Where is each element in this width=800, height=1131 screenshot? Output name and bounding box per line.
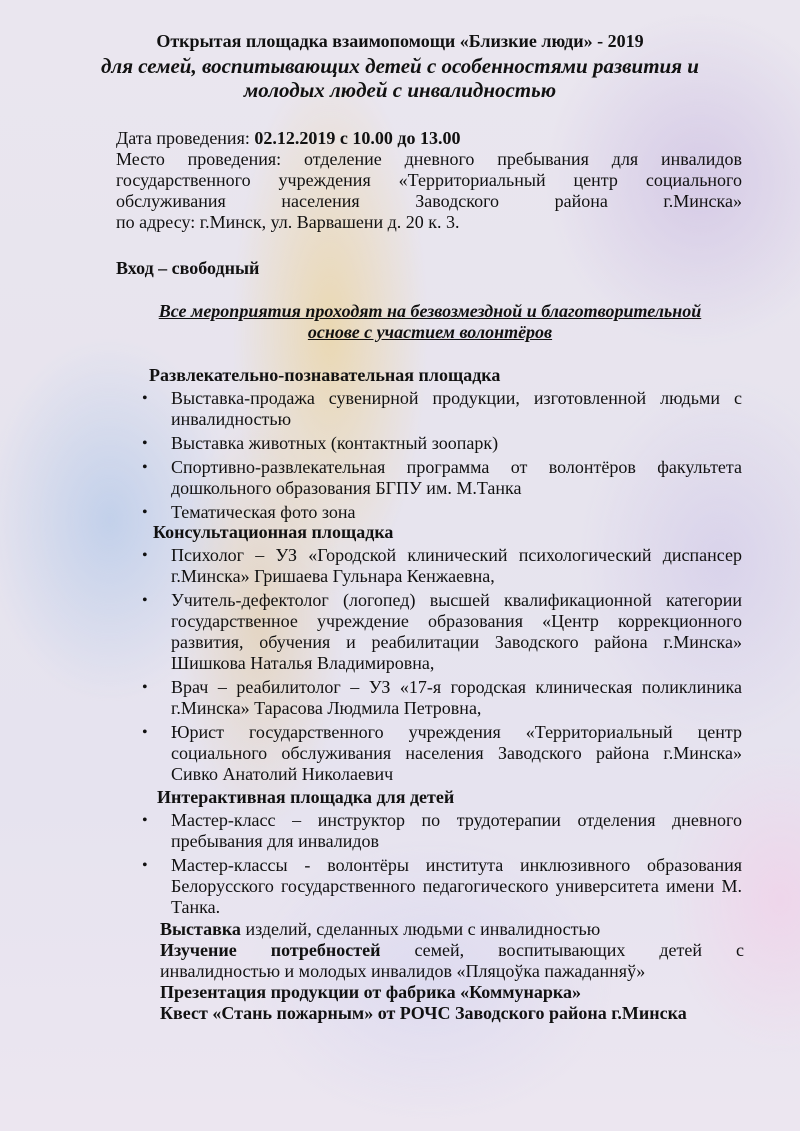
list-item: • Учитель-дефектолог (логопед) высшей квалификационной категории государственное учреждение образования «Центр коррекционного развития, обучения и реабилитации Заводского района г.Минска» Шишкова Наталья Владимировна, <box>142 590 742 673</box>
volunteer-notice <box>0 301 800 343</box>
event-info <box>116 128 742 233</box>
study-line-2: инвалидностью и молодых инвалидов «Пляцоўка пажаданняў» <box>160 961 646 981</box>
date-row <box>116 128 742 149</box>
bullet-icon: • <box>142 435 148 452</box>
place-line: государственного учреждения «Территориальный центр социального <box>116 170 742 190</box>
bullet-icon: • <box>142 504 148 521</box>
list-item: • Тематическая фото зона <box>142 502 356 522</box>
bullet-icon: • <box>142 459 148 476</box>
address-line: по адресу: г.Минск, ул. Варвашени д. 20 к. 3. <box>116 212 460 232</box>
date-label: Дата проведения: <box>116 128 255 148</box>
section-heading-interactive: Интерактивная площадка для детей <box>157 787 455 807</box>
list-item: • Мастер-класс – инструктор по трудотерапии отделения дневного пребывания для инвалидов <box>142 810 742 851</box>
list-item: • Врач – реабилитолог – УЗ «17-я городская клиническая поликлиника г.Минска» Тарасова Людмила Петровна, <box>142 677 742 718</box>
list-item: • Выставка животных (контактный зоопарк) <box>142 433 499 453</box>
bullet-icon: • <box>142 724 148 741</box>
extras-block <box>160 919 744 1024</box>
notice-line: основе с участием волонтёров <box>307 322 553 342</box>
list-item: • Психолог – УЗ «Городской клинический психологический диспансер г.Минска» Гришаева Гульнара Кенжаевна, <box>142 545 742 586</box>
notice-line: Все мероприятия проходят на безвозмездной и благотворительной <box>158 301 702 321</box>
bullet-icon: • <box>142 547 148 564</box>
exhibition-line: Выставка изделий, сделанных людьми с инвалидностью <box>160 919 601 939</box>
subtitle-line: для семей, воспитывающих детей с особенностями развития и <box>101 54 699 78</box>
interactive-list <box>142 810 742 921</box>
list-item: • Юрист государственного учреждения «Территориальный центр социального обслуживания населения Заводского района г.Минска» Сивко Анатолий Николаевич <box>142 722 742 784</box>
date-value: 02.12.2019 с 10.00 до 13.00 <box>254 128 461 148</box>
bullet-icon: • <box>142 592 148 609</box>
entertainment-list <box>142 388 742 526</box>
section-heading-entertainment: Развлекательно-познавательная площадка <box>149 365 501 385</box>
consultation-list <box>142 545 742 788</box>
quest-line: Квест «Стань пожарным» от РОЧС Заводского района г.Минска <box>160 1003 687 1023</box>
list-item: • Выставка-продажа сувенирной продукции, изготовленной людьми с инвалидностью <box>142 388 742 429</box>
bullet-icon: • <box>142 857 148 874</box>
page-title: Открытая площадка взаимопомощи «Близкие люди» - 2019 <box>156 31 644 51</box>
bullet-icon: • <box>142 812 148 829</box>
section-heading-consultation: Консультационная площадка <box>153 522 394 542</box>
study-line: Изучение потребностей семей, воспитывающих детей с <box>160 940 744 960</box>
list-item: • Мастер-классы - волонтёры института инклюзивного образования Белорусского государственного педагогического университета имени М. Танка. <box>142 855 742 917</box>
subtitle-line: молодых людей с инвалидностью <box>243 78 557 102</box>
free-entry: Вход – свободный <box>116 258 260 278</box>
bullet-icon: • <box>142 679 148 696</box>
place-line: обслуживания населения Заводского района г.Минска» <box>116 191 742 211</box>
page-subtitle <box>0 54 800 102</box>
bullet-icon: • <box>142 390 148 407</box>
list-item: • Спортивно-развлекательная программа от волонтёров факультета дошкольного образования БГПУ им. М.Танка <box>142 457 742 498</box>
presentation-line: Презентация продукции от фабрика «Коммунарка» <box>160 982 581 1002</box>
place-line: Место проведения: отделение дневного пребывания для инвалидов <box>116 149 742 169</box>
